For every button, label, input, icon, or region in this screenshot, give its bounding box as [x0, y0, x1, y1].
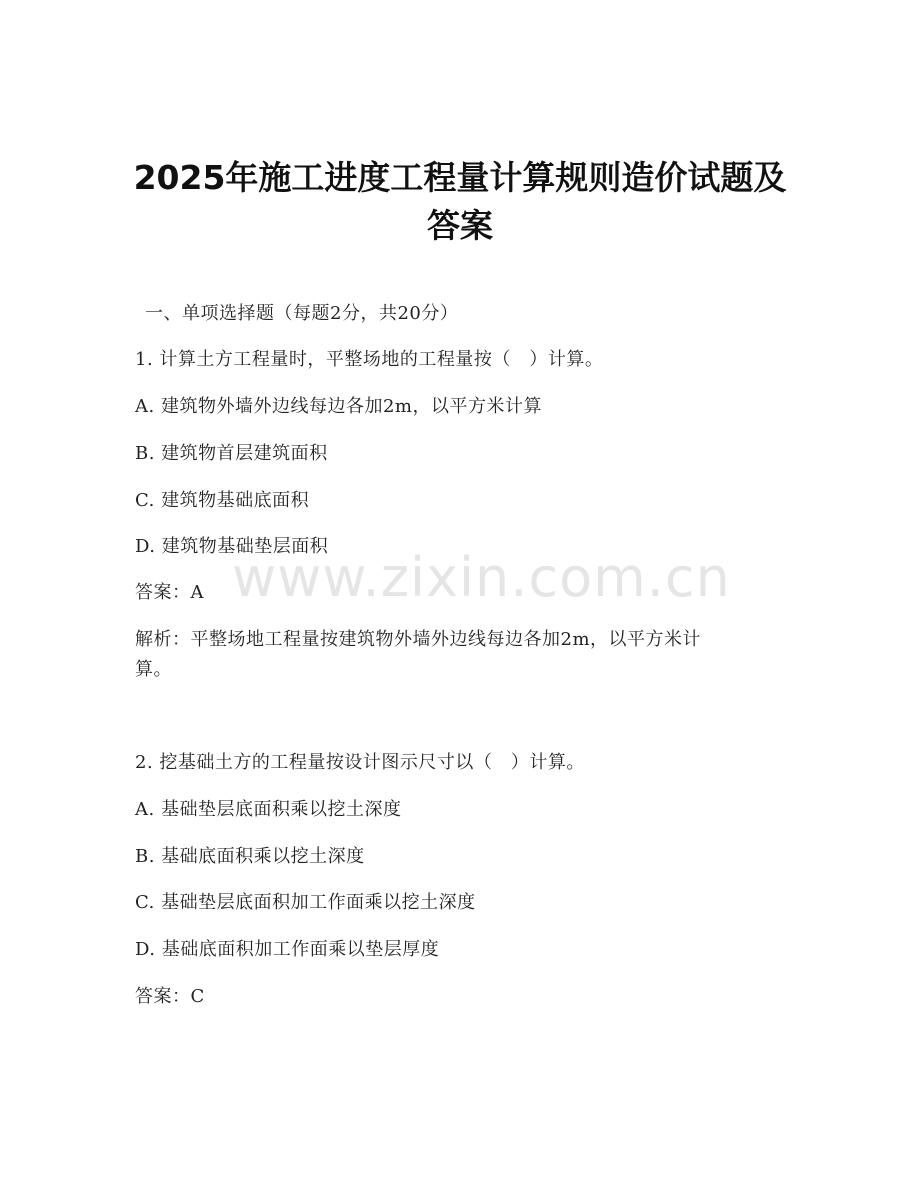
question-1-analysis-line2: 算。	[135, 659, 172, 680]
question-1-option-a: A. 建筑物外墙外边线每边各加2m，以平方米计算	[135, 396, 542, 417]
question-2-option-a: A. 基础垫层底面积乘以挖土深度	[135, 799, 402, 820]
question-1-stem: 1. 计算土方工程量时，平整场地的工程量按（ ）计算。	[135, 349, 604, 370]
document-title-line2: 答案	[427, 206, 493, 245]
question-2-option-d: D. 基础底面积加工作面乘以垫层厚度	[135, 939, 440, 960]
question-1-analysis-line1: 解析：平整场地工程量按建筑物外墙外边线每边各加2m，以平方米计	[135, 629, 702, 650]
question-1-answer: 答案：A	[135, 582, 204, 603]
question-2-stem: 2. 挖基础土方的工程量按设计图示尺寸以（ ）计算。	[135, 752, 585, 773]
question-1-option-d: D. 建筑物基础垫层面积	[135, 536, 329, 557]
question-2-option-c: C. 基础垫层底面积加工作面乘以挖土深度	[135, 892, 476, 913]
document-title-line1: 2025年施工进度工程量计算规则造价试题及	[133, 158, 787, 197]
question-1-option-b: B. 建筑物首层建筑面积	[135, 443, 328, 464]
section-heading: 一、单项选择题（每题2分，共20分）	[145, 303, 459, 324]
watermark: www.zixin.com.cn	[232, 546, 731, 609]
question-2-answer: 答案：C	[135, 986, 205, 1007]
question-2-option-b: B. 基础底面积乘以挖土深度	[135, 846, 365, 867]
question-1-option-c: C. 建筑物基础底面积	[135, 490, 310, 511]
